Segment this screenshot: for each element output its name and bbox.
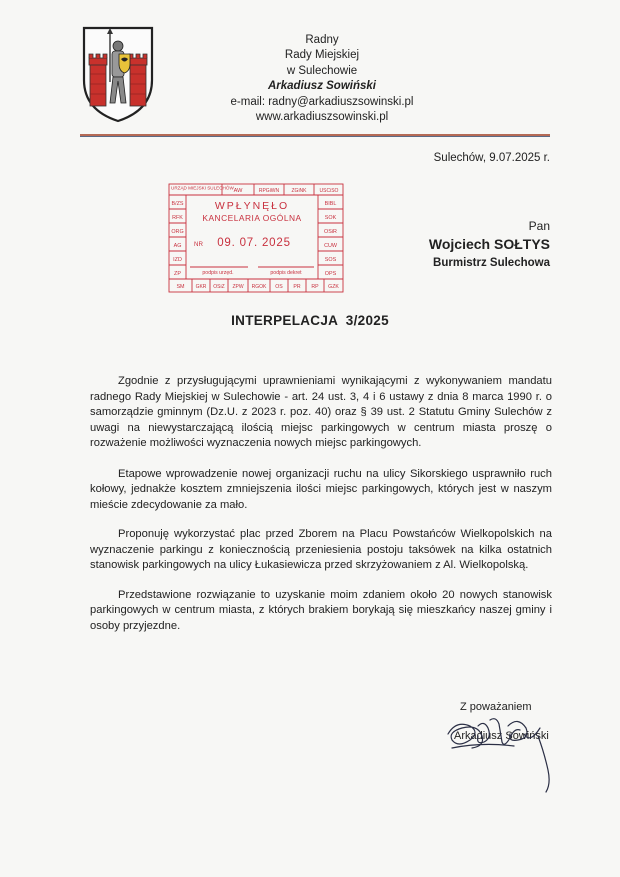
stamp-bottom-cell: OS [275,284,283,290]
sender-block [222,33,422,125]
stamp-sign-right: podpis dekret [270,270,302,276]
stamp-left-cell: AG [173,243,182,249]
stamp-right-cell: SOS [324,257,337,263]
stamp-left-cell: ORG [171,229,184,235]
stamp-left-cell: IZD [173,257,182,263]
stamp-top-cell: ZGiNK [291,188,307,194]
addressee-block [380,218,550,272]
stamp-left-cell: B/ZS [171,201,184,207]
body-paragraph: Przedstawione rozwiązanie to uzyskanie moim zdaniem około 20 nowych stanowisk parkingowych w centrum miasta, z których brakiem borykają się mieszkańcy naszej gminy i osoby przyjezdne. [90,588,552,632]
letter-date: Sulechów, 9.07.2025 r. [433,152,550,164]
stamp-bottom-cell: PR [293,284,301,290]
sender-town: w Sulechowie [286,64,358,77]
document-title: INTERPELACJA 3/2025 [231,313,389,328]
stamp-right-cell: BIBL [324,201,337,207]
sender-name: Arkadiusz Sowiński [267,80,376,93]
addressee-name: Wojciech SOŁTYS [428,236,550,252]
sender-council: Rady Miejskiej [284,49,360,62]
closing-regards: Z poważaniem [460,701,532,713]
stamp-bottom-cell: SM [176,284,185,290]
stamp-left-cell: RFK [172,215,183,221]
sender-email: e-mail: radny@arkadiuszsowinski.pl [230,95,414,108]
stamp-received-date: 09. 07. 2025 [217,237,291,249]
stamp-left-cell: ZP [174,271,181,277]
stamp-right-cell: OSiR [324,229,337,235]
received-stamp [168,183,344,293]
header-divider-shadow [80,136,550,137]
stamp-bottom-cell: ZPW [232,284,244,290]
stamp-top-cell: AW [233,188,243,194]
stamp-top-cell: USCiSO [319,188,339,194]
stamp-top-cell: RPGiWN [258,188,280,194]
closing-signer: Arkadiusz Sowiński [454,730,549,742]
stamp-right-cell: OPS [324,271,337,277]
stamp-bottom-cell: GZK [328,284,339,290]
stamp-bottom-cell: RGOK [251,284,267,290]
stamp-office: KANCELARIA OGÓLNA [202,213,302,223]
addressee-salutation: Pan [528,219,550,233]
body-paragraph: Proponuję wykorzystać plac przed Zborem na Placu Powstańców Wielkopolskich na wyznaczenie parkingu z koniecznością przeniesienia postoju taksówek na kilka ostatnich stanowisk parkingowych na ulicy Łukasiewicza przed skrzyżowaniem z Al. Wielkopolską. [90,528,552,571]
letter-body [90,374,552,648]
stamp-heading: WPŁYNĘŁO [214,200,290,212]
stamp-bottom-cell: RP [311,284,319,290]
stamp-sign-left: podpis urzęd. [202,270,234,276]
stamp-right-cell: SOK [324,215,337,221]
sender-role: Radny [305,34,339,46]
body-paragraph: Zgodnie z przysługującymi uprawnieniami wynikającymi z wykonywaniem mandatu radnego Rady Miejskiej w Sulechowie - art. 24 ust. 3, 4 i 6 ustawy z dnia 8 marca 1990 r. o samorządzie gminnym (Dz.U. z 2023 r. poz. 40) oraz § 39 ust. 2 Statutu Gminy Sulechów z uwagi na niewystarczającą ilością miejsc parkingowych w centrum miasta proszę o rozważenie możliwości wyznaczenia nowych miejsc parkingowych. [90,375,552,449]
stamp-bottom-cell: GKR [195,284,207,290]
sender-website: www.arkadiuszsowinski.pl [255,111,389,124]
stamp-bottom-cell: OSiZ [213,284,225,290]
coat-of-arms-logo [80,24,156,124]
stamp-right-cell: CUW [324,243,337,249]
body-paragraph: Etapowe wprowadzenie nowej organizacji ruchu na ulicy Sikorskiego usprawniło ruch kołowy, jednakże kosztem zmniejszenia ilości miejsc parkingowych, których jest w naszym mieście zdecydowanie za mało. [90,467,552,511]
handwritten-signature [438,696,558,796]
stamp-corner: URZĄD MIEJSKI SULECHÓW [171,185,234,191]
stamp-nr-label: NR [194,241,203,248]
addressee-title: Burmistrz Sulechowa [433,257,550,269]
